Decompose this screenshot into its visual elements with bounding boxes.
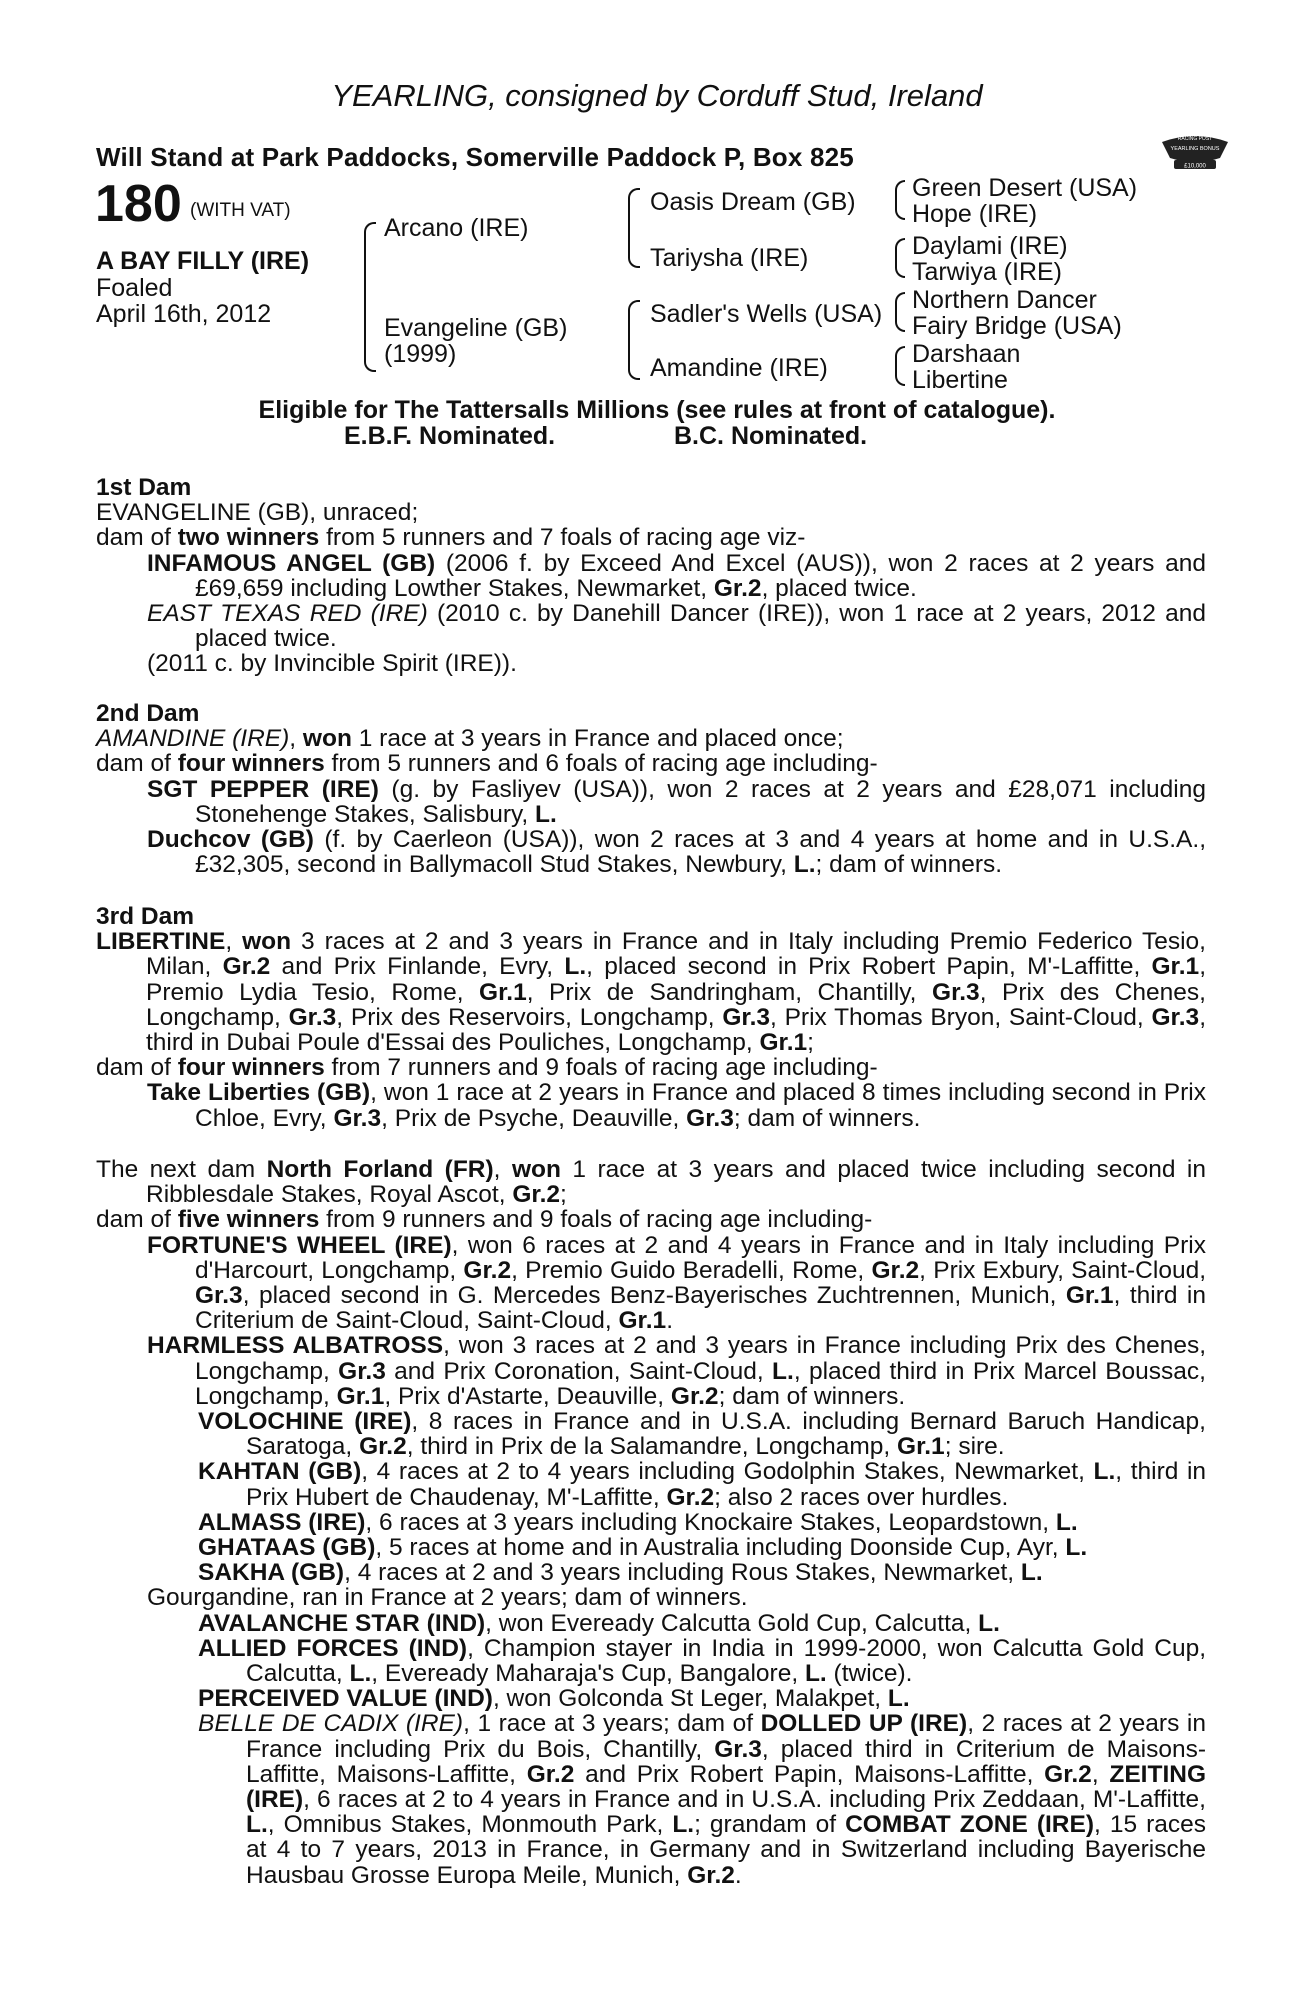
produce-volochine: VOLOCHINE (IRE), 8 races in France and in U.S.A. including Bernard Baruch Handicap, Saratoga, Gr.2, third in Prix de la Salamandre, Longchamp, Gr.1; sire. <box>198 1408 1206 1461</box>
foaled-date: April 16th, 2012 <box>96 300 272 328</box>
lot-number: 180 <box>95 175 182 233</box>
badge-amount-text: £10,000 <box>1184 163 1206 170</box>
g-brace-4 <box>895 346 905 386</box>
produce-fortunes-wheel: FORTUNE'S WHEEL (IRE), won 6 races at 2 and 4 years in France and in Italy including Prix d'Harcourt, Longchamp, Gr.2, Premio Guido Beradelli, Rome, Gr.2, Prix Exbury, Saint-Cloud, Gr.3, placed second in G. Mercedes Benz-Bayerisches Zuchtrennen, Munich, Gr.1, third in Criterium de Saint-Cloud, Saint-Cloud, Gr.1. <box>147 1231 1207 1335</box>
produce-almass: ALMASS (IRE), 6 races at 3 years including Knockaire Stakes, Leopardstown, L. <box>198 1508 1078 1536</box>
first-dam-heading: 1st Dam <box>96 474 192 501</box>
produce-east-texas-red: EAST TEXAS RED (IRE) (2010 c. by Danehill Dancer (IRE)), won 1 race at 2 years, 2012 and placed twice. <box>147 600 1207 653</box>
produce-duchcov: Duchcov (GB) (f. by Caerleon (USA)), won 2 races at 3 and 4 years at home and in U.S.A., £32,305, second in Ballymacoll Stud Stakes, Newbury, L.; dam of winners. <box>147 826 1206 879</box>
horse-name: A BAY FILLY (IRE) <box>96 247 310 275</box>
produce-sgt-pepper: SGT PEPPER (IRE) (g. by Fasliyev (USA)), won 2 races at 2 years and £28,071 including Stonehenge Stakes, Salisbury, L. <box>147 775 1206 828</box>
dam-year: (1999) <box>384 340 457 368</box>
foaled-label: Foaled <box>96 274 173 302</box>
produce-infamous-angel: INFAMOUS ANGEL (GB) (2006 f. by Exceed And Excel (AUS)), won 2 races at 2 years and £69,659 including Lowther Stakes, Newmarket, Gr.2, placed twice. <box>147 549 1206 602</box>
third-dam-record: LIBERTINE, won 3 races at 2 and 3 years in France and in Italy including Premio Federico Tesio, Milan, Gr.2 and Prix Finlande, Evry, L., placed second in Prix Robert Papin, M'-Laffitte, Gr.1, Premio Lydia Tesio, Rome, Gr.1, Prix de Sandringham, Chantilly, Gr.3, Prix des Chenes, Longchamp, Gr.3, Prix des Reservoirs, Longchamp, Gr.3, Prix Thomas Bryon, Saint-Cloud, Gr.3, third in Dubai Poule d'Essai des Pouliches, Longchamp, Gr.1; <box>96 928 1206 1057</box>
ebf-nominated: E.B.F. Nominated. <box>344 422 556 450</box>
produce-kahtan: KAHTAN (GB), 4 races at 2 to 4 years including Godolphin Stakes, Newmarket, L., third in Prix Hubert de Chaudenay, M'-Laffitte, Gr.2; also 2 races over hurdles. <box>198 1458 1207 1511</box>
next-dam-record: The next dam North Forland (FR), won 1 race at 3 years and placed twice including second in Ribblesdale Stakes, Royal Ascot, Gr.2; <box>96 1156 1206 1209</box>
sire-sire: Oasis Dream (GB) <box>650 188 856 216</box>
produce-take-liberties: Take Liberties (GB), won 1 race at 2 years in France and placed 8 times including second in Prix Chloe, Evry, Gr.3, Prix de Psyche, Deauville, Gr.3; dam of winners. <box>147 1079 1206 1132</box>
g4: Tarwiya (IRE) <box>912 258 1063 286</box>
g8: Libertine <box>912 366 1008 394</box>
produce-harmless-albatross: HARMLESS ALBATROSS, won 3 races at 2 and 3 years in France including Prix des Chenes, Longchamp, Gr.3 and Prix Coronation, Saint-Cloud, L., placed third in Prix Marcel Boussac, Longchamp, Gr.1, Prix d'Astarte, Deauville, Gr.2; dam of winners. <box>147 1332 1207 1410</box>
g6: Fairy Bridge (USA) <box>912 312 1122 340</box>
produce-belle-de-cadix: BELLE DE CADIX (IRE), 1 race at 3 years; dam of DOLLED UP (IRE), 2 races at 2 years in France including Prix du Bois, Chantilly, Gr.3, placed third in Criterium de Maisons-Laffitte, Maisons-Laffitte, Gr.2 and Prix Robert Papin, Maisons-Laffitte, Gr.2, ZEITING (IRE), 6 races at 2 to 4 years in France and in U.S.A. including Prix Zeddaan, M'-Laffitte, L., Omnibus Stakes, Monmouth Park, L.; grandam of COMBAT ZONE (IRE), 15 races at 4 to 7 years, 2013 in France, in Germany and in Switzerland including Bayerische Hausbau Grosse Europa Meile, Munich, Gr.2. <box>198 1710 1207 1889</box>
badge-mid-text: YEARLING BONUS <box>1170 146 1220 152</box>
first-dam-produce-summary: dam of two winners from 5 runners and 7 foals of racing age viz- <box>96 524 806 552</box>
stand-location: Will Stand at Park Paddocks, Somerville Paddock P, Box 825 <box>96 142 854 172</box>
yearling-bonus-badge-icon <box>1158 128 1232 170</box>
second-dam-heading: 2nd Dam <box>96 700 200 727</box>
third-dam-produce-summary: dam of four winners from 7 runners and 9 foals of racing age including- <box>96 1054 878 1082</box>
eligibility-line: Eligible for The Tattersalls Millions (see rules at front of catalogue). <box>258 396 1056 424</box>
g2: Hope (IRE) <box>912 200 1038 228</box>
g5: Northern Dancer <box>912 286 1097 314</box>
third-dam-heading: 3rd Dam <box>96 903 195 930</box>
g1: Green Desert (USA) <box>912 174 1138 202</box>
bc-nominated: B.C. Nominated. <box>674 422 868 450</box>
first-dam-section <box>96 475 1206 677</box>
badge-top-text: RACING POST <box>1177 136 1213 142</box>
first-dam-name: EVANGELINE (GB), unraced; <box>96 499 419 527</box>
dam-line-brace <box>628 300 640 380</box>
produce-2011-colt: (2011 c. by Invincible Spirit (IRE)). <box>147 650 517 678</box>
dam-dam: Amandine (IRE) <box>650 354 828 382</box>
dam: Evangeline (GB) <box>384 314 568 342</box>
second-dam-section <box>96 701 1206 877</box>
sire-dam-brace <box>364 222 376 372</box>
dam-sire: Sadler's Wells (USA) <box>650 300 883 328</box>
sire-line-brace <box>628 188 640 268</box>
next-dam-section <box>96 1157 1206 1888</box>
sire-dam: Tariysha (IRE) <box>650 244 809 272</box>
g-brace-1 <box>895 180 905 220</box>
consignor-title: YEARLING, consigned by Corduff Stud, Ireland <box>331 78 983 113</box>
vat-note: (WITH VAT) <box>190 200 291 221</box>
produce-sakha: SAKHA (GB), 4 races at 2 and 3 years including Rous Stakes, Newmarket, L. <box>198 1559 1043 1587</box>
g7: Darshaan <box>912 340 1021 368</box>
produce-allied-forces: ALLIED FORCES (IND), Champion stayer in India in 1999-2000, won Calcutta Gold Cup, Calcutta, L., Eveready Maharaja's Cup, Bangalore, L. (twice). <box>198 1634 1207 1688</box>
produce-perceived-value: PERCEIVED VALUE (IND), won Golconda St Leger, Malakpet, L. <box>198 1685 910 1713</box>
g-brace-2 <box>895 238 905 278</box>
produce-gourgandine: Gourgandine, ran in France at 2 years; dam of winners. <box>147 1584 748 1612</box>
third-dam-section <box>96 904 1206 1131</box>
second-dam-name: AMANDINE (IRE), won 1 race at 3 years in France and placed once; <box>96 725 844 753</box>
sire: Arcano (IRE) <box>384 214 529 242</box>
produce-avalanche-star: AVALANCHE STAR (IND), won Eveready Calcutta Gold Cup, Calcutta, L. <box>198 1609 1000 1637</box>
g3: Daylami (IRE) <box>912 232 1068 260</box>
produce-ghataas: GHATAAS (GB), 5 races at home and in Australia including Doonside Cup, Ayr, L. <box>198 1534 1088 1562</box>
g-brace-3 <box>895 292 905 332</box>
second-dam-produce-summary: dam of four winners from 5 runners and 6 foals of racing age including- <box>96 750 878 778</box>
next-dam-produce-summary: dam of five winners from 9 runners and 9 foals of racing age including- <box>96 1206 873 1234</box>
